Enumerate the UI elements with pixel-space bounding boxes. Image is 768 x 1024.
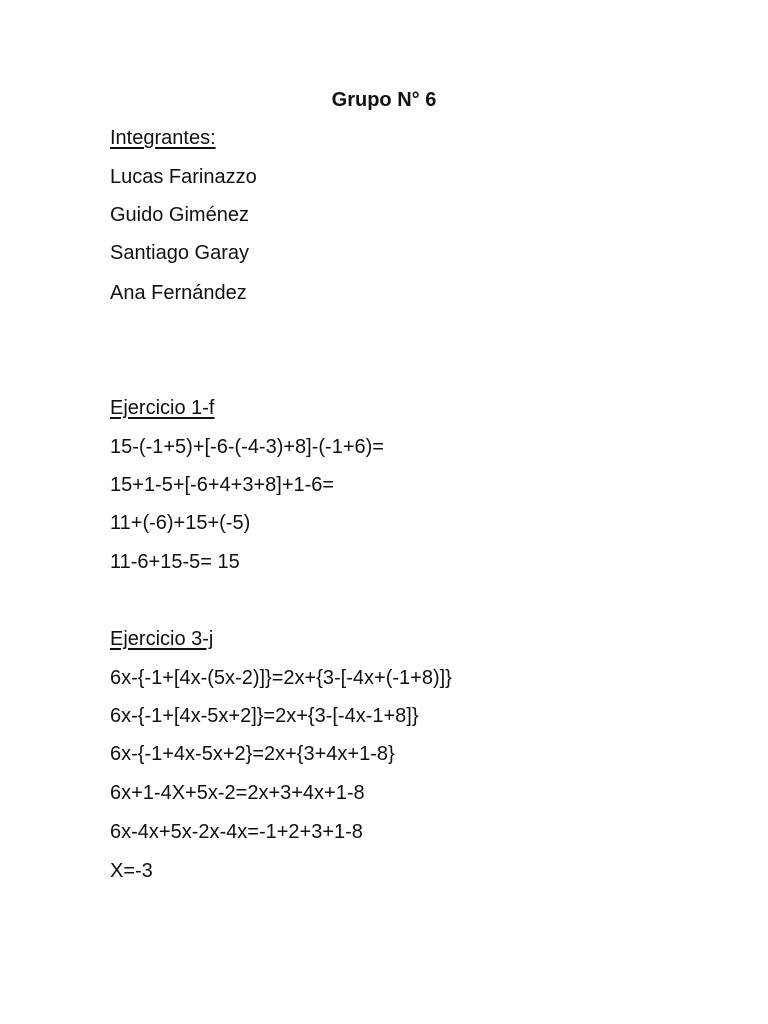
exercise-1-step: 15-(-1+5)+[-6-(-4-3)+8]-(-1+6)=: [110, 436, 384, 458]
member-name: Lucas Farinazzo: [110, 166, 257, 188]
exercise-2-step: 6x+1-4X+5x-2=2x+3+4x+1-8: [110, 782, 365, 804]
exercise-1-heading: Ejercicio 1-f: [110, 397, 215, 419]
exercise-1-step: 11-6+15-5= 15: [110, 551, 240, 573]
exercise-2-step: 6x-{-1+[4x-(5x-2)]}=2x+{3-[-4x+(-1+8)]}: [110, 667, 452, 689]
exercise-2-step: 6x-{-1+[4x-5x+2]}=2x+{3-[-4x-1+8]}: [110, 705, 419, 727]
member-name: Ana Fernández: [110, 282, 247, 304]
exercise-1-step: 15+1-5+[-6+4+3+8]+1-6=: [110, 474, 335, 496]
exercise-2-step: 6x-{-1+4x-5x+2}=2x+{3+4x+1-8}: [110, 743, 395, 765]
document-title: Grupo N° 6: [331, 89, 437, 111]
member-name: Guido Giménez: [110, 204, 249, 226]
member-name: Santiago Garay: [110, 242, 249, 264]
exercise-2-result: X=-3: [110, 860, 153, 882]
exercise-2-heading: Ejercicio 3-j: [110, 628, 214, 650]
exercise-2-step: 6x-4x+5x-2x-4x=-1+2+3+1-8: [110, 821, 363, 843]
exercise-1-step: 11+(-6)+15+(-5): [110, 512, 251, 534]
members-heading: Integrantes:: [110, 127, 216, 149]
